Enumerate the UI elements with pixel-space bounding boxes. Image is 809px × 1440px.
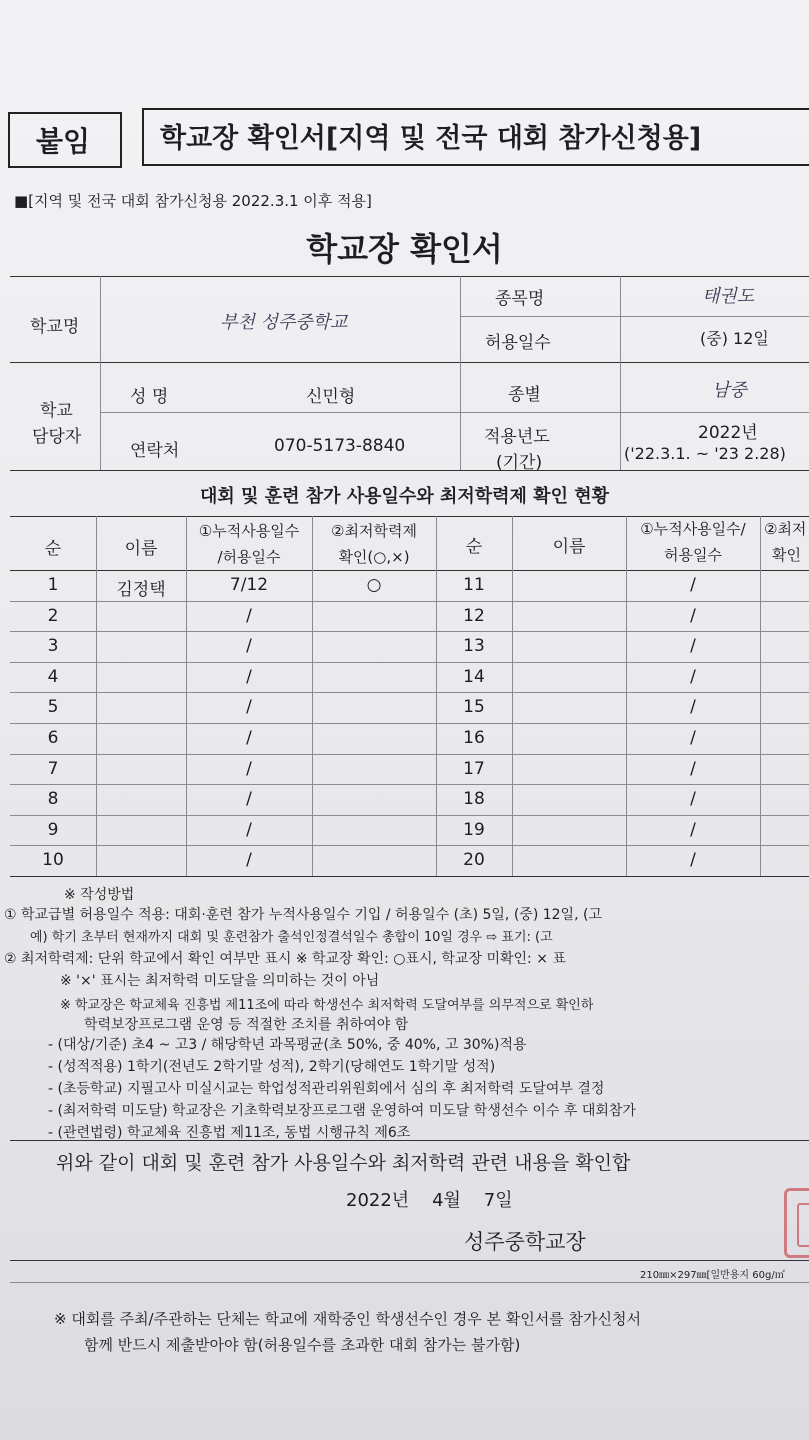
row-days: / xyxy=(246,728,252,748)
row-divider xyxy=(10,662,809,663)
note-9: - (초등학교) 지필고사 미실시교는 학업성적관리위원회에서 심의 후 최저학력 도달여부 결정 xyxy=(48,1081,605,1097)
row-no-right: 20 xyxy=(463,850,485,870)
note-6: 학력보장프로그램 운영 등 적절한 조치를 취하여야 함 xyxy=(84,1017,409,1033)
row-no: 10 xyxy=(42,850,64,870)
row-no: 3 xyxy=(47,636,59,656)
row-no-right: 11 xyxy=(463,575,485,595)
school-label: 학교명 xyxy=(30,317,80,337)
issue-date: 2022년 4월 7일 xyxy=(346,1190,513,1211)
sport-label: 종목명 xyxy=(495,289,545,309)
row-divider xyxy=(10,815,809,816)
note-5: ※ 학교장은 학교체육 진흥법 제11조에 따라 학생선수 최저학력 도달여부를 의무적으로 확인하 xyxy=(60,998,594,1013)
row-days-right: / xyxy=(690,728,696,748)
row-name: 김정택 xyxy=(116,580,166,600)
notes-heading: ※ 작성방법 xyxy=(64,887,135,903)
name-label: 성 명 xyxy=(130,387,169,407)
col-header-no-right: 순 xyxy=(465,537,483,557)
section-title: 대회 및 훈련 참가 사용일수와 최저학력제 확인 현황 xyxy=(199,486,609,507)
row-divider xyxy=(10,784,809,785)
col-header-days-1: ①누적사용일수 xyxy=(198,522,300,540)
col-header-name: 이름 xyxy=(124,539,158,559)
row-check: ○ xyxy=(366,575,382,595)
type-label: 종별 xyxy=(508,385,541,405)
row-days: / xyxy=(246,820,252,840)
page-title: 학교장 확인서[지역 및 전국 대회 참가신청용] xyxy=(160,123,702,154)
manager-name: 신민형 xyxy=(306,387,356,407)
row-days: / xyxy=(246,636,252,656)
note-4: ※ '×' 표시는 최저학력 미도달을 의미하는 것이 아님 xyxy=(60,973,380,989)
row-no-right: 15 xyxy=(463,697,485,717)
row-no-right: 19 xyxy=(463,820,485,840)
info-top-line xyxy=(10,276,809,277)
row-no: 9 xyxy=(47,820,59,840)
row-divider xyxy=(10,754,809,755)
row-days: / xyxy=(246,697,252,717)
contact-value: 070-5173-8840 xyxy=(274,436,406,456)
type-value: 남중 xyxy=(712,380,747,401)
row-no: 7 xyxy=(47,759,59,779)
row-no: 1 xyxy=(47,575,59,595)
attachment-tag: 붙임 xyxy=(36,125,91,158)
period-value: ('22.3.1. ~ '23 2.28) xyxy=(624,444,786,463)
note-11: - (관련법령) 학교체육 진흥법 제11조, 동법 시행규칙 제6조 xyxy=(48,1125,411,1141)
note-1: ① 학교급별 허용일수 적용: 대회·훈련 참가 누적사용일수 기입 / 허용일수 (초) 5일, (중) 12일, (고 xyxy=(4,907,602,923)
note-8: - (성적적용) 1학기(전년도 2학기말 성적), 2학기(당해연도 1학기말 성적) xyxy=(48,1059,496,1075)
row-divider xyxy=(10,601,809,602)
school-value: 부천 성주중학교 xyxy=(220,312,348,333)
row-no: 8 xyxy=(47,789,59,809)
note-7: - (대상/기준) 초4 ~ 고3 / 해당학년 과목평균(초 50%, 중 40%, 고 30%)적용 xyxy=(48,1037,527,1053)
row-days-right: / xyxy=(690,606,696,626)
row-no-right: 13 xyxy=(463,636,485,656)
row-no: 4 xyxy=(47,667,59,687)
row-days: / xyxy=(246,667,252,687)
note-10: - (최저학력 미도달) 학교장은 기초학력보장프로그램 운영하여 미도달 학생선수 이수 후 대회참가 xyxy=(48,1103,636,1119)
col-header-min-2: 확인(○,×) xyxy=(338,548,410,566)
document-title: 학교장 확인서 xyxy=(306,230,503,268)
row-days-right: / xyxy=(690,789,696,809)
row-no: 5 xyxy=(47,697,59,717)
row-no-right: 14 xyxy=(463,667,485,687)
row-divider xyxy=(10,845,809,846)
row-no-right: 18 xyxy=(463,789,485,809)
row-divider xyxy=(10,631,809,632)
row-days-right: / xyxy=(690,575,696,595)
col-header-days-2: /허용일수 xyxy=(217,548,281,566)
row-days-right: / xyxy=(690,636,696,656)
allowed-days-value: (중) 12일 xyxy=(700,329,769,348)
col-header-min-right-2: 확인 xyxy=(772,546,801,564)
row-no-right: 16 xyxy=(463,728,485,748)
row-days-right: / xyxy=(690,850,696,870)
official-seal-icon xyxy=(784,1188,809,1258)
row-no: 2 xyxy=(47,606,59,626)
col-header-min-1: ②최저학력제 xyxy=(331,522,417,540)
row-days: 7/12 xyxy=(229,575,269,595)
note-3: ② 최저학력제: 단위 학교에서 확인 여부만 표시 ※ 학교장 확인: ○표시, 학교장 미확인: × 표 xyxy=(4,951,566,967)
col-header-min-right-1: ②최저 xyxy=(764,520,807,538)
paper-size: 210㎜×297㎜[일반용지 60g/㎡ xyxy=(640,1270,785,1281)
row-no-right: 12 xyxy=(463,606,485,626)
table-top-line xyxy=(10,516,809,517)
row-days-right: / xyxy=(690,820,696,840)
col-header-days-right-1: ①누적사용일수/ xyxy=(640,520,746,538)
col-header-no: 순 xyxy=(44,539,62,559)
row-divider xyxy=(10,692,809,693)
row-no: 6 xyxy=(47,728,59,748)
year-value: 2022년 xyxy=(698,423,758,443)
row-days-right: / xyxy=(690,759,696,779)
row-days-right: / xyxy=(690,697,696,717)
sport-value: 태권도 xyxy=(702,286,755,307)
signer: 성주중학교장 xyxy=(464,1230,586,1254)
row-days-right: / xyxy=(690,667,696,687)
confirm-statement: 위와 같이 대회 및 훈련 참가 사용일수와 최저학력 관련 내용을 확인합 xyxy=(56,1152,631,1174)
year-label-2: (기간) xyxy=(496,453,543,473)
row-days: / xyxy=(246,759,252,779)
row-no-right: 17 xyxy=(463,759,485,779)
manager-label-2: 담당자 xyxy=(32,427,82,447)
manager-label-1: 학교 xyxy=(40,401,73,421)
row-days: / xyxy=(246,850,252,870)
row-divider xyxy=(10,723,809,724)
contact-label: 연락처 xyxy=(130,441,180,461)
year-label-1: 적용년도 xyxy=(484,427,550,447)
allowed-days-label: 허용일수 xyxy=(485,333,551,353)
final-note-2: 함께 반드시 제출받아야 함(허용일수를 초과한 대회 참가는 불가함) xyxy=(84,1336,521,1354)
subtitle: ■[지역 및 전국 대회 참가신청용 2022.3.1 이후 적용] xyxy=(14,192,372,210)
row-days: / xyxy=(246,789,252,809)
col-header-name-right: 이름 xyxy=(552,537,586,557)
col-header-days-right-2: 허용일수 xyxy=(664,546,722,564)
row-days: / xyxy=(246,606,252,626)
note-2: 예) 학기 초부터 현재까지 대회 및 훈련참가 출석인정결석일수 총합이 10일 경우 ⇨ 표기: (고 xyxy=(30,930,553,945)
final-note-1: ※ 대회를 주최/주관하는 단체는 학교에 재학중인 학생선수인 경우 본 확인서를 참가신청서 xyxy=(54,1310,641,1328)
